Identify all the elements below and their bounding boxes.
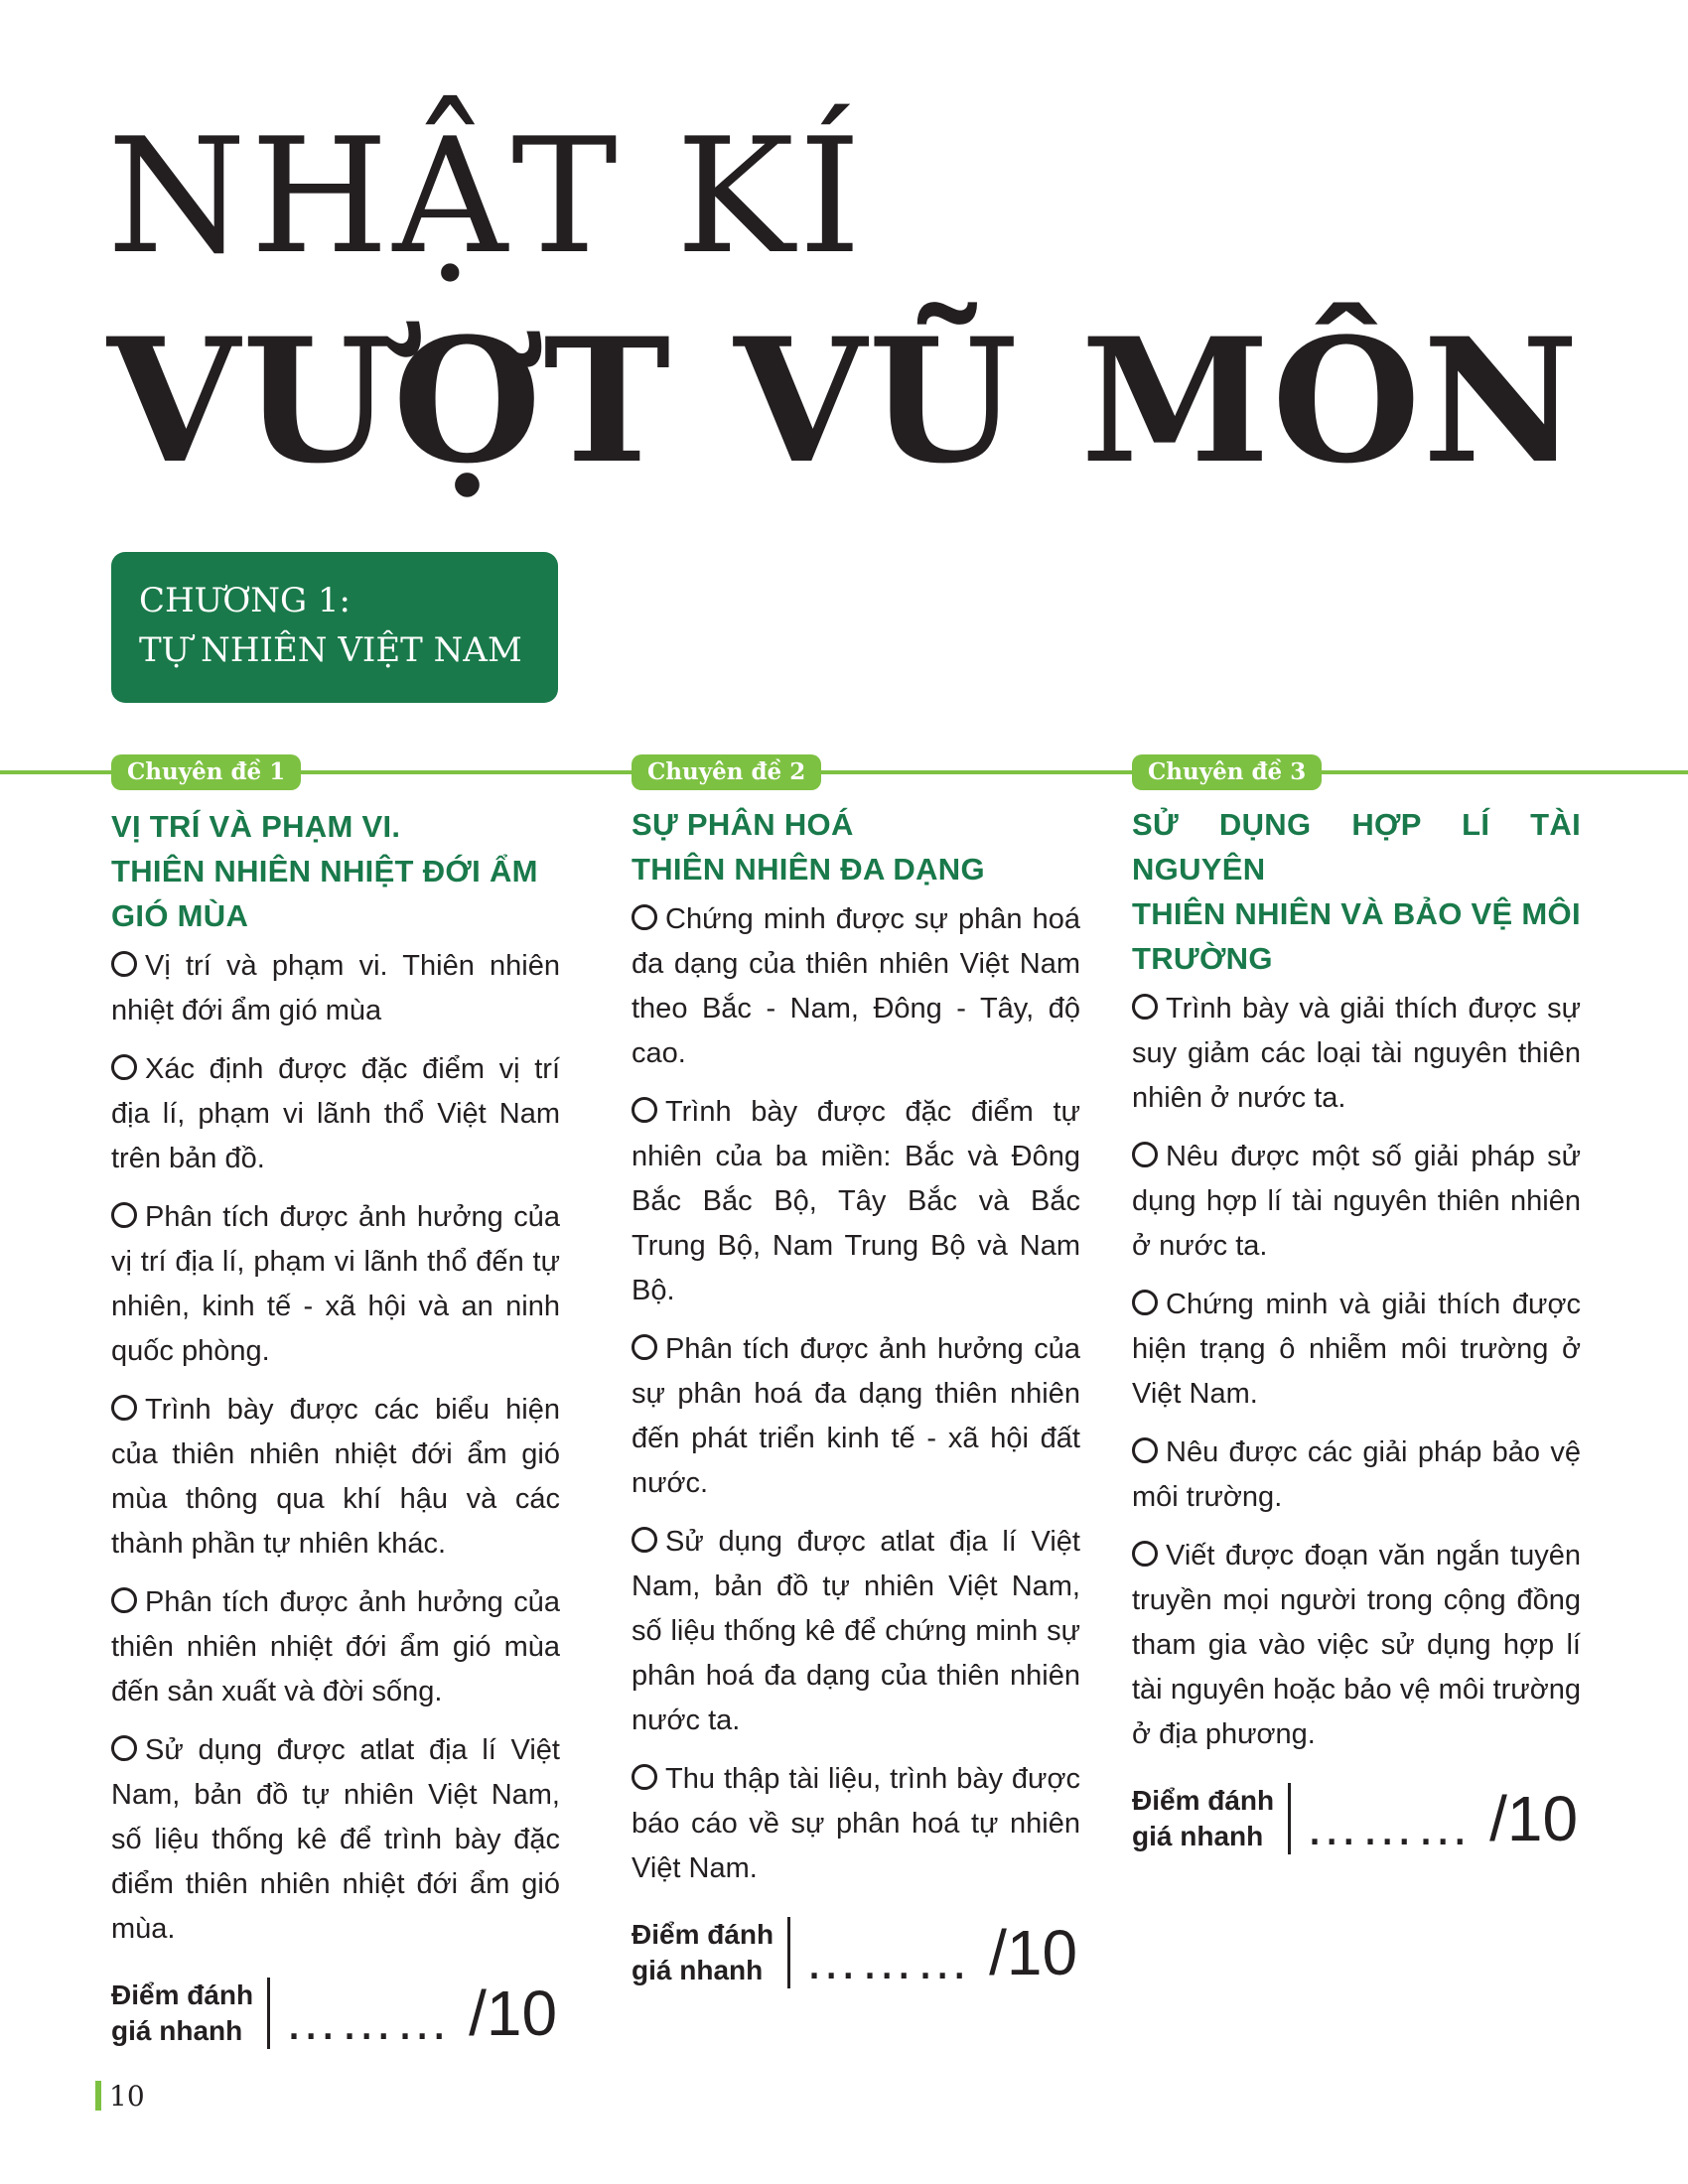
topic-column-2 <box>632 802 1080 1988</box>
quick-score-label <box>632 1917 790 1988</box>
checklist-item-text: Sử dụng được atlat địa lí Việt Nam, bản đồ tự nhiên Việt Nam, số liệu thống kê để chứng minh sự phân hoá đa dạng của thiên nhiên nước ta. <box>632 1526 1080 1736</box>
topic-heading <box>632 802 1080 891</box>
checklist-item <box>111 944 560 1033</box>
checklist-item <box>1132 1534 1581 1757</box>
score-max: /10 <box>469 1978 558 2049</box>
chapter-number: CHƯƠNG 1: <box>139 581 351 620</box>
checklist-item <box>111 1047 560 1181</box>
heading-line: THIÊN NHIÊN VÀ BẢO VỆ MÔI <box>1132 896 1581 931</box>
checklist-item-text: Phân tích được ảnh hưởng của sự phân hoá đa dạng thiên nhiên đến phát triển kinh tế - xã hội đất nước. <box>632 1333 1080 1499</box>
checklist-item <box>111 1388 560 1567</box>
quick-score-label <box>1132 1783 1291 1854</box>
page-marker <box>95 2081 101 2111</box>
checklist-item-text: Nêu được các giải pháp bảo vệ môi trường. <box>1132 1436 1581 1513</box>
checkbox-circle-icon[interactable] <box>1132 1437 1158 1463</box>
checklist-item-text: Phân tích được ảnh hưởng của vị trí địa lí, phạm vi lãnh thổ đến tự nhiên, kinh tế - xã hội và an ninh quốc phòng. <box>111 1201 560 1367</box>
checkbox-circle-icon[interactable] <box>632 1764 657 1790</box>
heading-line: THIÊN NHIÊN NHIỆT ĐỚI ẨM <box>111 854 538 888</box>
page-number <box>95 2080 145 2112</box>
chapter-title: TỰ NHIÊN VIỆT NAM <box>139 630 522 670</box>
checklist-item <box>1132 1431 1581 1520</box>
quick-score-label <box>111 1978 270 2049</box>
checklist-item-text: Chứng minh được sự phân hoá đa dạng của thiên nhiên Việt Nam theo Bắc - Nam, Đông - Tây, độ cao. <box>632 903 1080 1069</box>
checkbox-circle-icon[interactable] <box>111 1735 137 1761</box>
heading-line: GIÓ MÙA <box>111 898 249 933</box>
topic-tab-3: Chuyên đề 3 <box>1132 754 1322 790</box>
checklist-item-text: Trình bày được các biểu hiện của thiên nhiên nhiệt đới ẩm gió mùa thông qua khí hậu và các thành phần tự nhiên khác. <box>111 1394 560 1560</box>
checklist-item-text: Sử dụng được atlat địa lí Việt Nam, bản đồ tự nhiên Việt Nam, số liệu thống kê để trình bày đặc điểm thiên nhiên nhiệt đới ẩm gió mùa. <box>111 1734 560 1945</box>
checklist-item <box>111 1728 560 1952</box>
quick-score <box>111 1978 560 2049</box>
score-label-line: Điểm đánh <box>111 1979 254 2010</box>
heading-line: SỰ PHÂN HOÁ <box>632 807 854 842</box>
checklist-item <box>632 1520 1080 1743</box>
checkbox-circle-icon[interactable] <box>111 1054 137 1080</box>
checkbox-circle-icon[interactable] <box>111 1202 137 1228</box>
title-line-1: NHẬT KÍ <box>107 103 866 289</box>
heading-line: THIÊN NHIÊN ĐA DẠNG <box>632 852 985 887</box>
score-blank[interactable]: ……… <box>1305 1797 1473 1856</box>
quick-score <box>632 1917 1080 1988</box>
checklist-item-text: Nêu được một số giải pháp sử dụng hợp lí tài nguyên thiên nhiên ở nước ta. <box>1132 1141 1581 1262</box>
checklist-item <box>1132 1283 1581 1417</box>
checkbox-circle-icon[interactable] <box>1132 1142 1158 1167</box>
checklist-item-text: Vị trí và phạm vi. Thiên nhiên nhiệt đới ẩm gió mùa <box>111 950 560 1026</box>
topic-column-3 <box>1132 802 1581 1854</box>
score-max: /10 <box>989 1917 1078 1988</box>
topic-column-1 <box>111 804 560 2049</box>
checkbox-circle-icon[interactable] <box>111 1395 137 1421</box>
topic-heading <box>1132 802 1581 981</box>
heading-line: TRƯỜNG <box>1132 941 1273 976</box>
checklist-item-text: Viết được đoạn văn ngắn tuyên truyền mọi người trong cộng đồng tham gia vào việc sử dụng hợp lí tài nguyên hoặc bảo vệ môi trường ở địa phương. <box>1132 1540 1581 1750</box>
score-label-line: giá nhanh <box>1132 1821 1264 1851</box>
checkbox-circle-icon[interactable] <box>632 1527 657 1553</box>
heading-line: VỊ TRÍ VÀ PHẠM VI. <box>111 809 401 844</box>
checklist-item-text: Trình bày được đặc điểm tự nhiên của ba miền: Bắc và Đông Bắc Bắc Bộ, Tây Bắc và Bắc Trung Bộ, Nam Trung Bộ và Nam Bộ. <box>632 1096 1080 1306</box>
page-number-text: 10 <box>109 2079 145 2113</box>
checklist-item-text: Xác định được đặc điểm vị trí địa lí, phạm vi lãnh thổ Việt Nam trên bản đồ. <box>111 1053 560 1174</box>
checklist-item <box>632 1090 1080 1313</box>
checklist-item <box>1132 987 1581 1121</box>
checkbox-circle-icon[interactable] <box>1132 1290 1158 1315</box>
score-label-line: giá nhanh <box>632 1955 764 1985</box>
checklist-item <box>111 1580 560 1714</box>
topic-tab-1: Chuyên đề 1 <box>111 754 301 790</box>
checkbox-circle-icon[interactable] <box>111 951 137 977</box>
score-max: /10 <box>1489 1783 1579 1854</box>
checkbox-circle-icon[interactable] <box>1132 994 1158 1020</box>
quick-score <box>1132 1783 1581 1854</box>
checklist-item <box>632 1327 1080 1506</box>
checklist-item-text: Phân tích được ảnh hưởng của thiên nhiên nhiệt đới ẩm gió mùa đến sản xuất và đời sống. <box>111 1586 560 1707</box>
checklist-item <box>1132 1135 1581 1269</box>
checklist-item <box>111 1195 560 1374</box>
score-label-line: Điểm đánh <box>632 1919 774 1950</box>
checklist-item-text: Thu thập tài liệu, trình bày được báo cáo về sự phân hoá tự nhiên Việt Nam. <box>632 1763 1080 1884</box>
checkbox-circle-icon[interactable] <box>111 1587 137 1613</box>
checklist-item-text: Chứng minh và giải thích được hiện trạng ô nhiễm môi trường ở Việt Nam. <box>1132 1289 1581 1410</box>
checkbox-circle-icon[interactable] <box>632 904 657 930</box>
checkbox-circle-icon[interactable] <box>1132 1541 1158 1567</box>
chapter-box <box>111 552 558 703</box>
topic-tab-2: Chuyên đề 2 <box>632 754 821 790</box>
checkbox-circle-icon[interactable] <box>632 1097 657 1123</box>
score-label-line: Điểm đánh <box>1132 1785 1275 1816</box>
checklist-item-text: Trình bày và giải thích được sự suy giảm các loại tài nguyên thiên nhiên ở nước ta. <box>1132 993 1581 1114</box>
title-line-2: VƯỢT VŨ MÔN <box>107 300 1581 501</box>
checkbox-circle-icon[interactable] <box>632 1334 657 1360</box>
score-blank[interactable]: ……… <box>284 1991 452 2051</box>
checklist-item <box>632 1757 1080 1891</box>
score-label-line: giá nhanh <box>111 2015 243 2046</box>
score-blank[interactable]: ……… <box>804 1931 972 1990</box>
checklist-item <box>632 897 1080 1076</box>
heading-line: SỬ DỤNG HỢP LÍ TÀI NGUYÊN <box>1132 807 1581 887</box>
topic-heading <box>111 804 560 938</box>
